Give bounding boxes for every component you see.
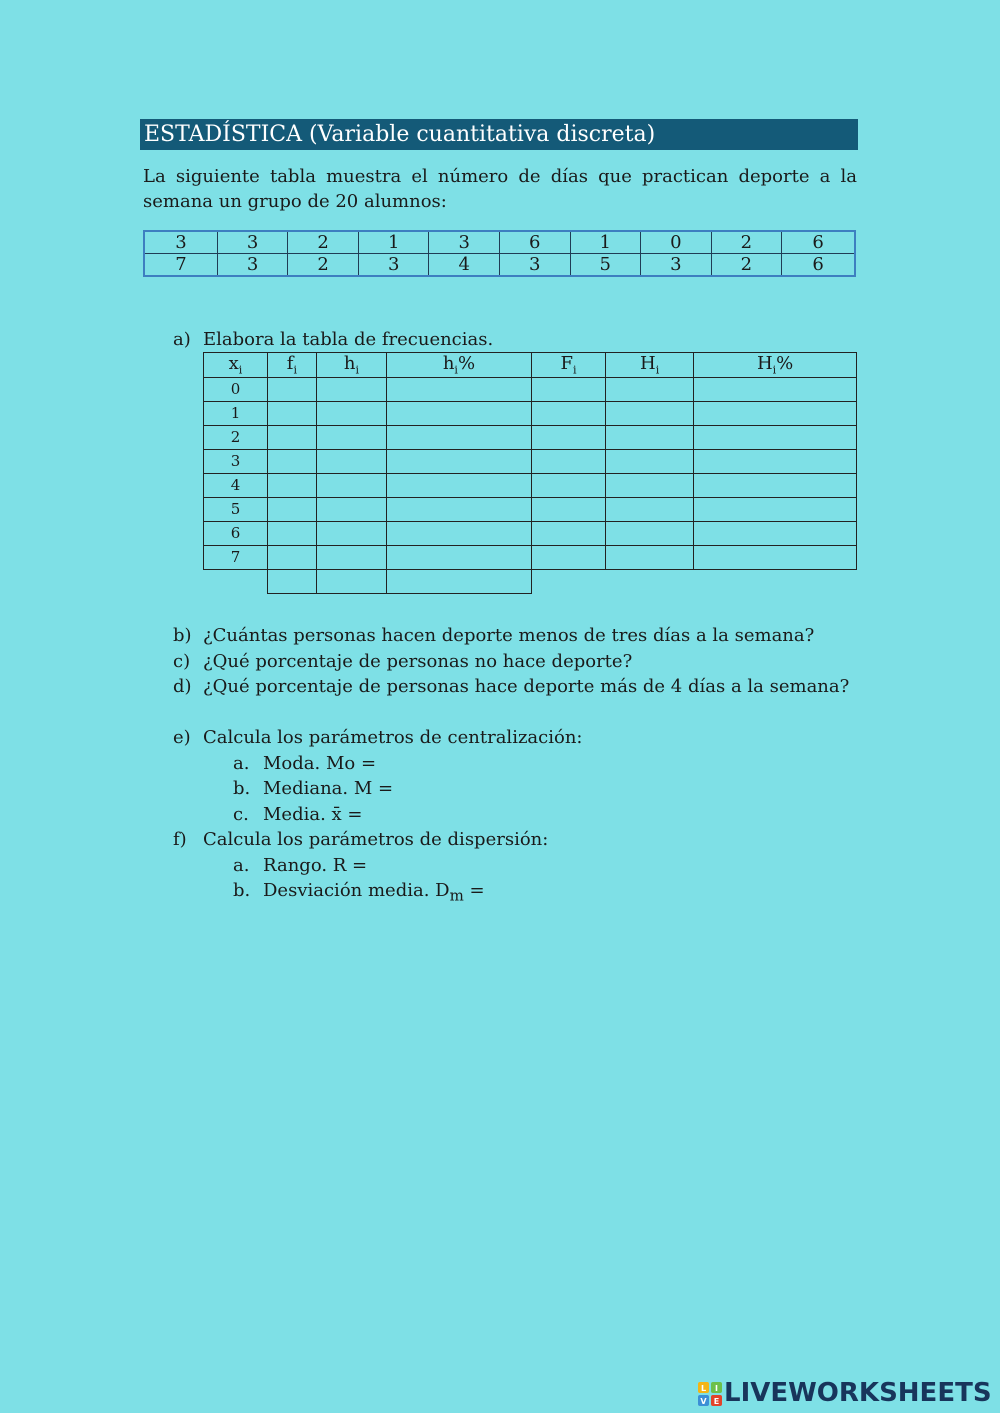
data-cell: 2: [711, 231, 782, 254]
answer-cell[interactable]: [387, 497, 532, 521]
xi-value: 7: [204, 545, 268, 569]
mark-letter: I: [715, 1383, 718, 1393]
data-cell: 6: [499, 231, 570, 254]
item-label: b.: [233, 880, 251, 901]
page-title: ESTADÍSTICA (Variable cuantitativa discreta): [140, 119, 858, 150]
data-cell: 1: [570, 231, 641, 254]
freq-header-cell: [267, 353, 316, 378]
question-c: [173, 649, 857, 674]
empty-cell: [204, 569, 268, 593]
data-cell: 3: [429, 231, 500, 254]
mark-letter: V: [700, 1396, 707, 1406]
question-text: Elabora la tabla de frecuencias.: [203, 329, 494, 350]
answer-item-desviacion: [233, 878, 485, 909]
empty-cell: [606, 569, 694, 593]
question-a: [173, 327, 857, 352]
answer-item-mediana: [233, 776, 393, 801]
answer-cell[interactable]: [531, 521, 605, 545]
header-symbol: H: [640, 353, 656, 374]
answer-cell[interactable]: [694, 497, 857, 521]
answer-cell[interactable]: [267, 449, 316, 473]
answer-cell[interactable]: [387, 473, 532, 497]
data-cell: 5: [570, 254, 641, 277]
liveworksheets-mark-icon: [698, 1382, 722, 1406]
header-subscript: i: [238, 363, 243, 377]
freq-header-cell: [606, 353, 694, 378]
answer-cell[interactable]: [267, 401, 316, 425]
question-f: [173, 827, 857, 852]
header-symbol: F: [560, 353, 573, 374]
answer-cell[interactable]: [387, 521, 532, 545]
answer-item-media: [233, 802, 363, 827]
answer-cell[interactable]: [694, 473, 857, 497]
header-subscript: i: [655, 363, 660, 377]
header-subscript: i: [355, 363, 359, 377]
freq-header-cell: [204, 353, 268, 378]
data-cell: 0: [641, 231, 712, 254]
header-symbol: f: [286, 353, 294, 374]
answer-cell[interactable]: [387, 545, 532, 569]
item-suffix: =: [463, 880, 485, 901]
mark-letter: L: [700, 1383, 707, 1393]
freq-row: [204, 497, 857, 521]
logo-text: LIVEWORKSHEETS: [724, 1378, 992, 1408]
data-cell: 3: [499, 254, 570, 277]
xi-value: 2: [204, 425, 268, 449]
answer-cell[interactable]: [267, 473, 316, 497]
frequency-table: [203, 352, 857, 594]
header-suffix: %: [457, 353, 476, 374]
question-text: ¿Cuántas personas hacen deporte menos de tres días a la semana?: [203, 625, 815, 646]
data-row: [144, 254, 855, 277]
answer-cell[interactable]: [267, 425, 316, 449]
data-row: [144, 231, 855, 254]
item-text: Mediana. M =: [263, 778, 394, 799]
answer-cell[interactable]: [267, 497, 316, 521]
header-symbol: h: [442, 353, 455, 374]
question-label: b): [173, 625, 192, 646]
mark-letter: E: [713, 1396, 720, 1406]
question-text: Calcula los parámetros de centralización:: [203, 727, 583, 748]
data-cell: 3: [144, 231, 217, 254]
answer-cell[interactable]: [387, 449, 532, 473]
header-symbol: H: [756, 353, 773, 374]
answer-cell[interactable]: [316, 449, 386, 473]
item-label: a.: [233, 855, 250, 876]
totals-row: [204, 569, 857, 593]
question-text: ¿Qué porcentaje de personas hace deporte más de 4 días a la semana?: [203, 676, 850, 697]
freq-row: [204, 425, 857, 449]
data-cell: 2: [288, 231, 359, 254]
answer-cell[interactable]: [694, 377, 857, 401]
raw-data-table: [143, 230, 856, 277]
data-cell: 1: [358, 231, 429, 254]
freq-row: [204, 377, 857, 401]
answer-cell[interactable]: [531, 401, 605, 425]
answer-item-moda: [233, 751, 376, 776]
freq-header-cell: [694, 353, 857, 378]
answer-cell[interactable]: [694, 521, 857, 545]
total-answer-cell[interactable]: [267, 569, 316, 593]
answer-cell[interactable]: [694, 449, 857, 473]
intro-text: La siguiente tabla muestra el número de días que practican deporte a la semana un grupo de 20 alumnos:: [143, 166, 857, 212]
answer-cell[interactable]: [694, 425, 857, 449]
xi-value: 6: [204, 521, 268, 545]
xi-value: 1: [204, 401, 268, 425]
header-subscript: i: [772, 363, 777, 377]
answer-cell[interactable]: [531, 377, 605, 401]
answer-cell[interactable]: [387, 425, 532, 449]
answer-cell[interactable]: [316, 425, 386, 449]
answer-cell[interactable]: [316, 545, 386, 569]
question-label: d): [173, 676, 192, 697]
empty-cell: [531, 569, 605, 593]
answer-cell[interactable]: [387, 401, 532, 425]
answer-cell[interactable]: [531, 497, 605, 521]
item-text: Rango. R =: [263, 855, 368, 876]
header-symbol: x: [228, 353, 239, 374]
answer-cell[interactable]: [694, 401, 857, 425]
question-text: Calcula los parámetros de dispersión:: [203, 829, 549, 850]
answer-cell[interactable]: [531, 449, 605, 473]
data-cell: 4: [429, 254, 500, 277]
liveworksheets-logo[interactable]: [698, 1376, 996, 1410]
item-label: a.: [233, 753, 250, 774]
answer-cell[interactable]: [694, 545, 857, 569]
data-cell: 3: [217, 231, 288, 254]
data-cell: 7: [144, 254, 217, 277]
data-cell: 3: [641, 254, 712, 277]
data-cell: 2: [711, 254, 782, 277]
freq-header-cell: [531, 353, 605, 378]
answer-item-rango: [233, 853, 367, 878]
question-label: f): [173, 829, 187, 850]
freq-row: [204, 473, 857, 497]
freq-row: [204, 401, 857, 425]
answer-cell[interactable]: [316, 497, 386, 521]
answer-cell[interactable]: [606, 449, 694, 473]
total-answer-cell[interactable]: [316, 569, 386, 593]
question-e: [173, 725, 857, 750]
header-subscript: i: [293, 363, 297, 377]
header-subscript: i: [454, 363, 458, 377]
data-cell: 3: [358, 254, 429, 277]
freq-row: [204, 545, 857, 569]
answer-cell[interactable]: [316, 521, 386, 545]
header-suffix: %: [776, 353, 794, 374]
header-symbol: h: [343, 353, 356, 374]
data-cell: 2: [288, 254, 359, 277]
header-subscript: i: [572, 363, 577, 377]
xi-value: 5: [204, 497, 268, 521]
item-text: Moda. Mo =: [263, 753, 377, 774]
freq-row: [204, 449, 857, 473]
xi-value: 0: [204, 377, 268, 401]
question-b: [173, 623, 857, 648]
answer-cell[interactable]: [606, 497, 694, 521]
freq-header-cell: [387, 353, 532, 378]
question-label: a): [173, 329, 191, 350]
answer-cell[interactable]: [606, 401, 694, 425]
item-label: c.: [233, 804, 249, 825]
answer-cell[interactable]: [606, 473, 694, 497]
answer-cell[interactable]: [387, 377, 532, 401]
item-text: Desviación media. D: [263, 880, 450, 901]
answer-cell[interactable]: [606, 545, 694, 569]
question-label: e): [173, 727, 191, 748]
freq-row: [204, 521, 857, 545]
xi-value: 4: [204, 473, 268, 497]
answer-cell[interactable]: [316, 401, 386, 425]
answer-cell[interactable]: [267, 545, 316, 569]
question-text: ¿Qué porcentaje de personas no hace deporte?: [203, 651, 633, 672]
answer-cell[interactable]: [316, 377, 386, 401]
data-cell: 6: [782, 231, 855, 254]
question-d: [173, 674, 857, 699]
data-cell: 3: [217, 254, 288, 277]
empty-cell: [694, 569, 857, 593]
data-cell: 6: [782, 254, 855, 277]
answer-cell[interactable]: [531, 425, 605, 449]
answer-cell[interactable]: [267, 377, 316, 401]
answer-cell[interactable]: [267, 521, 316, 545]
item-subscript: m: [449, 886, 464, 905]
total-answer-cell[interactable]: [387, 569, 532, 593]
answer-cell[interactable]: [606, 377, 694, 401]
xi-value: 3: [204, 449, 268, 473]
item-text: Media. x̄ =: [263, 804, 363, 825]
freq-header-cell: [316, 353, 386, 378]
item-label: b.: [233, 778, 251, 799]
answer-cell[interactable]: [316, 473, 386, 497]
answer-cell[interactable]: [531, 473, 605, 497]
answer-cell[interactable]: [606, 425, 694, 449]
question-label: c): [173, 651, 191, 672]
answer-cell[interactable]: [531, 545, 605, 569]
answer-cell[interactable]: [606, 521, 694, 545]
